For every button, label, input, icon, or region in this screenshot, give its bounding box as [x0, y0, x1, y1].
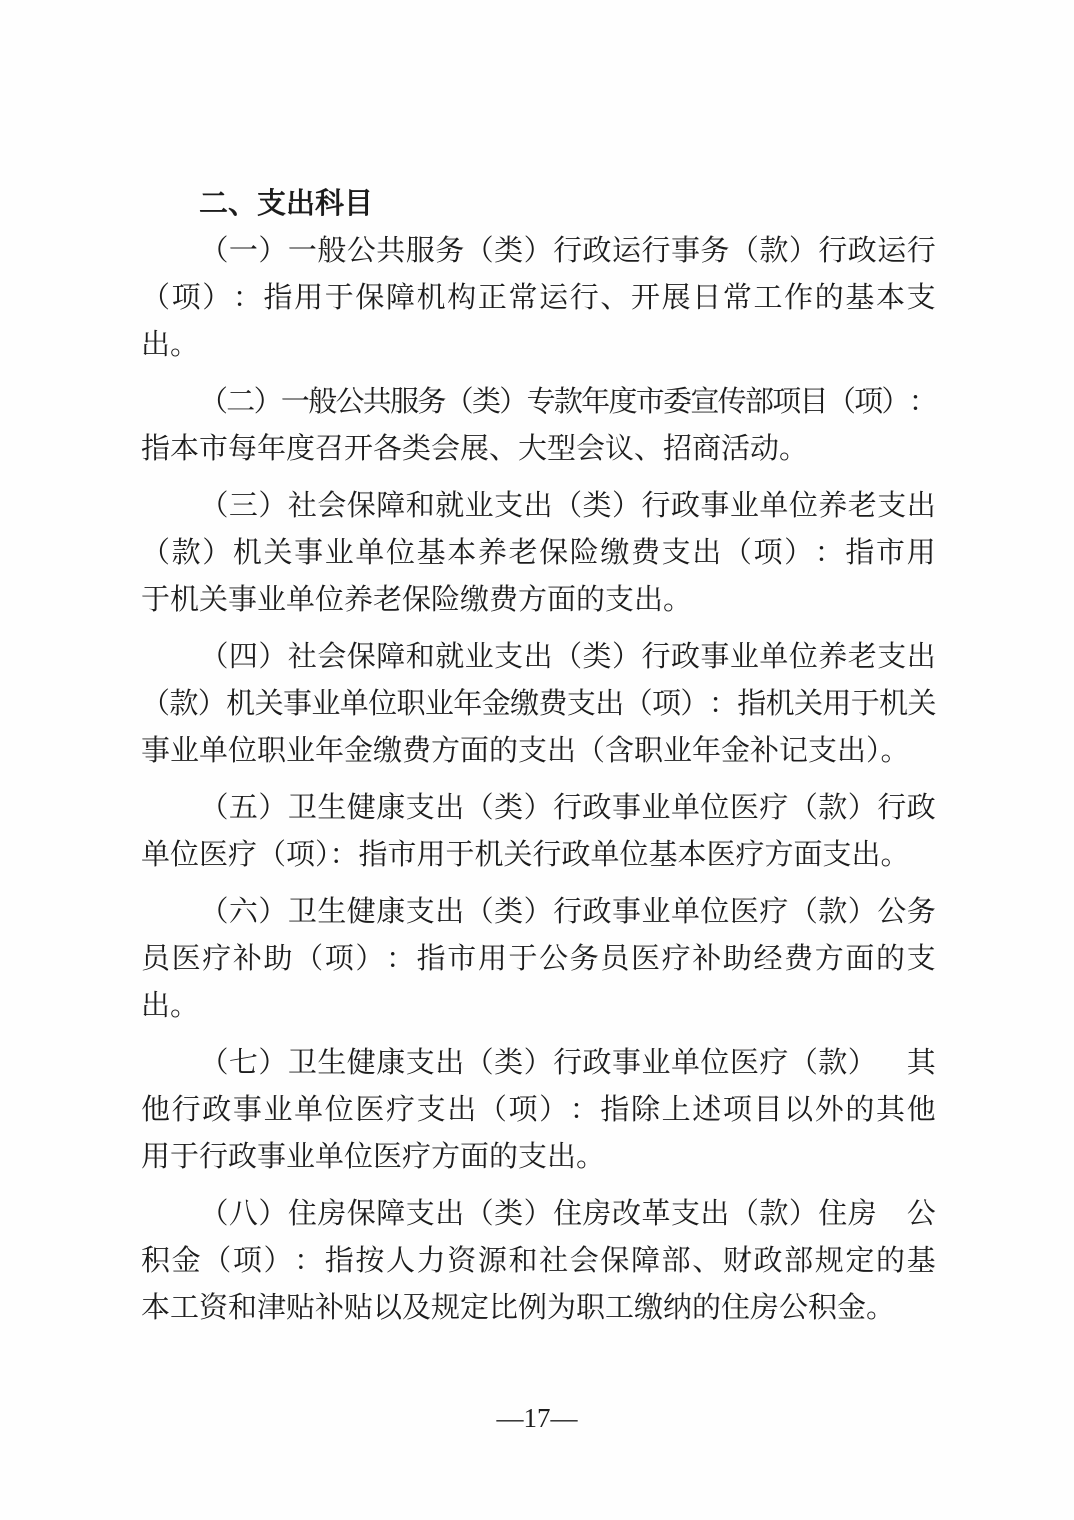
paragraph-line: （ 二 ） 一 般 公 共 服 务 （ 类 ） 专 款 年 度 市 委 宣 传 部 项 目 （ 项 ） ：: [199, 386, 938, 418]
paragraph-line: 出。: [141, 990, 200, 1022]
paragraph-8: [141, 1191, 936, 1332]
paragraph-line: （ 款 ） 机 关 事 业 单 位 基 本 养 老 保 险 缴 费 支 出 （ 项 ） ： 指 市 用: [141, 537, 936, 569]
paragraph-line: （ 三 ） 社 会 保 障 和 就 业 支 出 （ 类 ） 行 政 事 业 单 位 养 老 支 出: [199, 490, 936, 522]
paragraph-line: 用于行政事业单位医疗方面的支出。: [141, 1141, 606, 1173]
paragraph-line: 事业单位职业年金缴费方面的支出（含职业年金补记支出）。: [141, 735, 910, 767]
paragraph-line: （ 项 ） ： 指 用 于 保 障 机 构 正 常 运 行 、 开 展 日 常 工 作 的 基 本 支: [141, 282, 936, 314]
page-number: —17—: [496, 1403, 578, 1433]
paragraph-line: （ 一 ） 一 般 公 共 服 务 （ 类 ） 行 政 运 行 事 务 （ 款 ） 行 政 运 行: [199, 235, 936, 267]
paragraph-7: [141, 1040, 936, 1181]
paragraph-line: （ 四 ） 社 会 保 障 和 就 业 支 出 （ 类 ） 行 政 事 业 单 位 养 老 支 出: [199, 641, 936, 673]
paragraph-line: （ 七 ） 卫 生 健 康 支 出 （ 类 ） 行 政 事 业 单 位 医 疗 （ 款 ） 其: [199, 1047, 936, 1079]
paragraph-5: [141, 785, 936, 879]
paragraph-line: 单位医疗（项）：指市用于机关行政单位基本医疗方面支出。: [141, 839, 910, 871]
paragraph-line: 于机关事业单位养老保险缴费方面的支出。: [141, 584, 693, 616]
document-content: [141, 181, 936, 1342]
paragraph-line: （ 六 ） 卫 生 健 康 支 出 （ 类 ） 行 政 事 业 单 位 医 疗 （ 款 ） 公 务: [199, 896, 936, 928]
paragraph-3: [141, 483, 936, 624]
paragraph-line: （ 五 ） 卫 生 健 康 支 出 （ 类 ） 行 政 事 业 单 位 医 疗 （ 款 ） 行 政: [199, 792, 936, 824]
paragraph-line: （ 款 ） 机 关 事 业 单 位 职 业 年 金 缴 费 支 出 （ 项 ） ： 指 机 关 用 于 机 关: [141, 688, 937, 720]
paragraph-line: （ 八 ） 住 房 保 障 支 出 （ 类 ） 住 房 改 革 支 出 （ 款 ） 住 房 公: [199, 1198, 936, 1230]
paragraph-line: 本工资和津贴补贴以及规定比例为职工缴纳的住房公积金。: [141, 1292, 896, 1324]
paragraph-line: 指本市每年度召开各类会展、大型会议、招商活动。: [141, 433, 809, 465]
paragraph-line: 出。: [141, 329, 200, 361]
paragraph-line: 员 医 疗 补 助 （ 项 ） ： 指 市 用 于 公 务 员 医 疗 补 助 经 费 方 面 的 支: [141, 943, 936, 975]
paragraph-1: [141, 228, 936, 369]
paragraph-4: [141, 634, 936, 775]
section-heading: 二、支出科目: [199, 188, 374, 220]
paragraph-line: 他 行 政 事 业 单 位 医 疗 支 出 （ 项 ） ： 指 除 上 述 项 目 以 外 的 其 他: [141, 1094, 936, 1126]
paragraph-6: [141, 889, 936, 1030]
paragraph-2: [141, 379, 936, 473]
paragraph-line: 积 金 （ 项 ） ： 指 按 人 力 资 源 和 社 会 保 障 部 、 财 政 部 规 定 的 基: [141, 1245, 936, 1277]
